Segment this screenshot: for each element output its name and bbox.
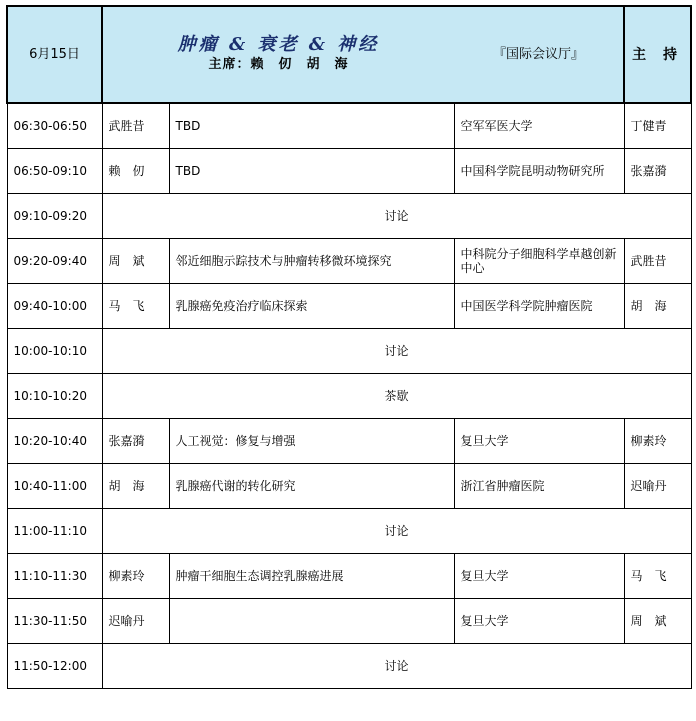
speaker-institution: 中国科学院昆明动物研究所 xyxy=(454,149,624,194)
schedule-row xyxy=(7,509,691,554)
speaker-name: 武胜昔 xyxy=(102,103,169,149)
session-topic-cell xyxy=(102,6,454,103)
time-slot: 11:00-11:10 xyxy=(7,509,102,554)
speaker-name: 迟喻丹 xyxy=(102,599,169,644)
speaker-name: 柳素玲 xyxy=(102,554,169,599)
break-label: 讨论 xyxy=(102,329,691,374)
schedule-row xyxy=(7,239,691,284)
schedule-row xyxy=(7,149,691,194)
schedule-row xyxy=(7,644,691,689)
speaker-institution: 空军军医大学 xyxy=(454,103,624,149)
host-name: 张嘉漪 xyxy=(624,149,691,194)
schedule-row xyxy=(7,464,691,509)
session-topic: 肿瘤 & 衰老 & 神经 xyxy=(177,33,380,55)
time-slot: 10:10-10:20 xyxy=(7,374,102,419)
time-slot: 11:10-11:30 xyxy=(7,554,102,599)
host-name: 胡 海 xyxy=(624,284,691,329)
schedule-row xyxy=(7,284,691,329)
break-label: 讨论 xyxy=(102,644,691,689)
schedule-row xyxy=(7,103,691,149)
speaker-name: 赖 仞 xyxy=(102,149,169,194)
talk-title: 邻近细胞示踪技术与肿瘤转移微环境探究 xyxy=(169,239,454,284)
speaker-institution: 复旦大学 xyxy=(454,599,624,644)
host-name: 马 飞 xyxy=(624,554,691,599)
talk-title: TBD xyxy=(169,103,454,149)
time-slot: 10:00-10:10 xyxy=(7,329,102,374)
speaker-institution: 中科院分子细胞科学卓越创新中心 xyxy=(454,239,624,284)
time-slot: 10:40-11:00 xyxy=(7,464,102,509)
header-row xyxy=(7,6,691,103)
schedule-row xyxy=(7,194,691,239)
talk-title: TBD xyxy=(169,149,454,194)
speaker-institution: 复旦大学 xyxy=(454,554,624,599)
host-name: 柳素玲 xyxy=(624,419,691,464)
session-chair: 主席：赖 仞 胡 海 xyxy=(208,56,349,72)
speaker-name: 胡 海 xyxy=(102,464,169,509)
schedule-row xyxy=(7,599,691,644)
talk-title: 乳腺癌免疫治疗临床探索 xyxy=(169,284,454,329)
time-slot: 06:30-06:50 xyxy=(7,103,102,149)
talk-title: 肿瘤干细胞生态调控乳腺癌进展 xyxy=(169,554,454,599)
talk-title xyxy=(169,599,454,644)
host-column-header: 主 持 xyxy=(624,6,691,103)
time-slot: 09:40-10:00 xyxy=(7,284,102,329)
schedule-row xyxy=(7,329,691,374)
talk-title: 乳腺癌代谢的转化研究 xyxy=(169,464,454,509)
time-slot: 10:20-10:40 xyxy=(7,419,102,464)
host-name: 丁健青 xyxy=(624,103,691,149)
schedule-table xyxy=(6,5,692,689)
host-name: 周 斌 xyxy=(624,599,691,644)
schedule-row xyxy=(7,374,691,419)
time-slot: 06:50-09:10 xyxy=(7,149,102,194)
host-name: 迟喻丹 xyxy=(624,464,691,509)
schedule-row xyxy=(7,419,691,464)
time-slot: 11:50-12:00 xyxy=(7,644,102,689)
talk-title: 人工视觉：修复与增强 xyxy=(169,419,454,464)
speaker-institution: 浙江省肿瘤医院 xyxy=(454,464,624,509)
session-venue: 『国际会议厅』 xyxy=(454,6,624,103)
time-slot: 11:30-11:50 xyxy=(7,599,102,644)
break-label: 讨论 xyxy=(102,509,691,554)
break-label: 讨论 xyxy=(102,194,691,239)
schedule-container xyxy=(6,5,690,689)
host-name: 武胜昔 xyxy=(624,239,691,284)
speaker-institution: 中国医学科学院肿瘤医院 xyxy=(454,284,624,329)
speaker-name: 张嘉漪 xyxy=(102,419,169,464)
speaker-name: 马 飞 xyxy=(102,284,169,329)
break-label: 茶歇 xyxy=(102,374,691,419)
time-slot: 09:10-09:20 xyxy=(7,194,102,239)
schedule-row xyxy=(7,554,691,599)
speaker-name: 周 斌 xyxy=(102,239,169,284)
session-date: 6月15日 xyxy=(7,6,102,103)
speaker-institution: 复旦大学 xyxy=(454,419,624,464)
time-slot: 09:20-09:40 xyxy=(7,239,102,284)
